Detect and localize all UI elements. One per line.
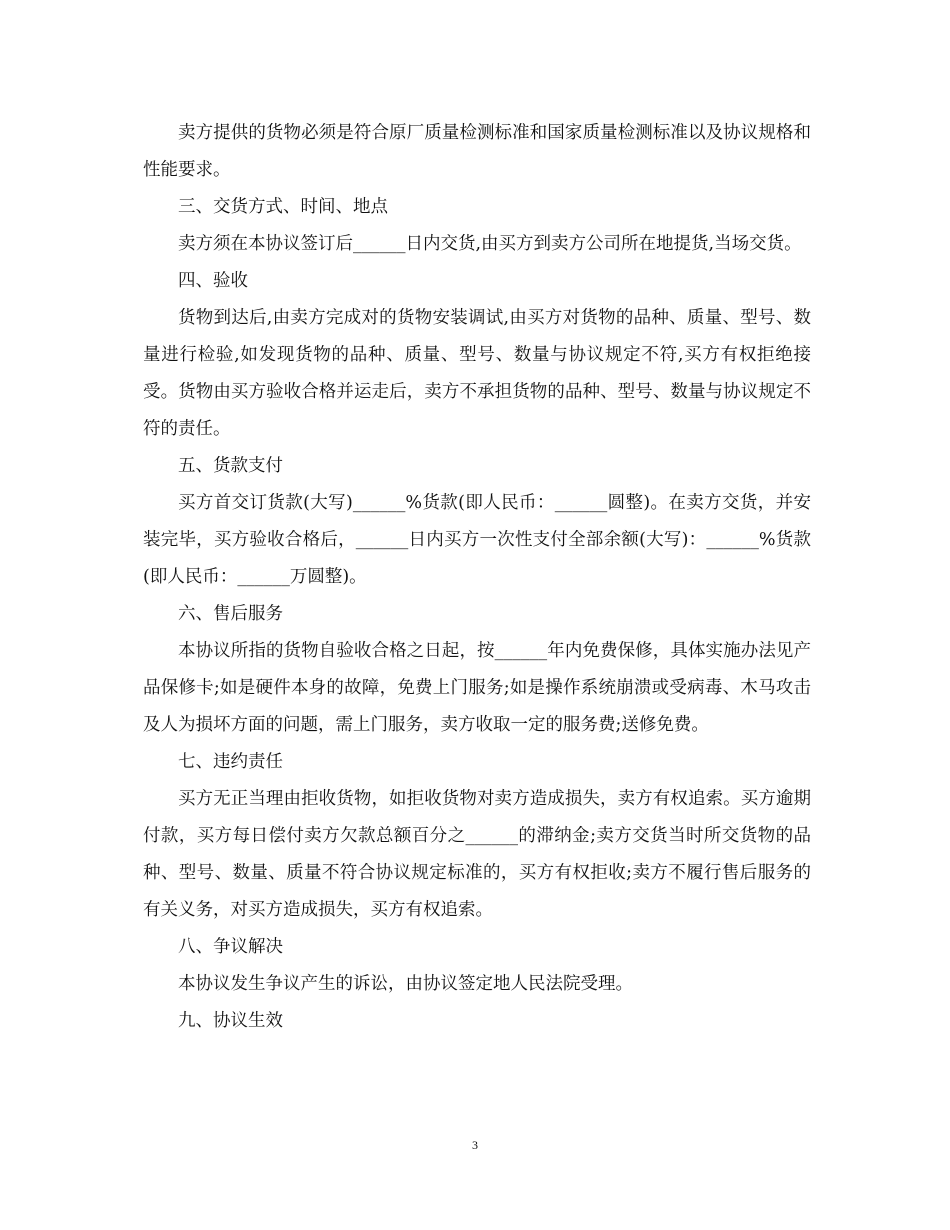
section-heading-acceptance: 四、验收 xyxy=(178,271,248,291)
paragraph-liability: 买方无正当理由拒收货物，如拒收货物对卖方造成损失，卖方有权追索。买方逾期付款，买方每日偿付卖方欠款总额百分之______的滞纳金;卖方交货当时所交货物的品种、型号、数量、质量不符合协议规定标准的，买方有权拒收;卖方不履行售后服务的有关义务，对买方造成损失，买方有权追索。 xyxy=(143,789,811,920)
section-heading-after-sales: 六、售后服务 xyxy=(178,604,283,624)
section-heading-dispute: 八、争议解决 xyxy=(178,937,283,957)
paragraph-payment: 买方首交订货款(大写)______%货款(即人民币：______圆整)。在卖方交货，并安装完毕，买方验收合格后，______日内买方一次性支付全部余额(大写)：______%货款(即人民币：______万圆整)。 xyxy=(143,493,811,587)
page-number: 3 xyxy=(472,1138,478,1152)
document-body xyxy=(143,115,811,1040)
section-heading-liability: 七、违约责任 xyxy=(178,752,283,772)
section-heading-payment: 五、货款支付 xyxy=(178,456,283,476)
paragraph-delivery: 卖方须在本协议签订后______日内交货,由买方到卖方公司所在地提货,当场交货。 xyxy=(178,234,802,254)
paragraph-quality-requirement: 卖方提供的货物必须是符合原厂质量检测标准和国家质量检测标准以及协议规格和性能要求。 xyxy=(143,123,811,180)
section-heading-delivery: 三、交货方式、时间、地点 xyxy=(178,197,388,217)
paragraph-after-sales: 本协议所指的货物自验收合格之日起，按______年内免费保修，具体实施办法见产品保修卡;如是硬件本身的故障，免费上门服务;如是操作系统崩溃或受病毒、木马攻击及人为损坏方面的问题，需上门服务，卖方收取一定的服务费;送修免费。 xyxy=(143,641,811,735)
paragraph-dispute: 本协议发生争议产生的诉讼，由协议签定地人民法院受理。 xyxy=(178,974,633,994)
section-heading-effectiveness: 九、协议生效 xyxy=(178,1011,283,1031)
paragraph-acceptance: 货物到达后,由卖方完成对的货物安装调试,由买方对货物的品种、质量、型号、数量进行检验,如发现货物的品种、质量、型号、数量与协议规定不符,买方有权拒绝接受。货物由买方验收合格并运走后，卖方不承担货物的品种、型号、数量与协议规定不符的责任。 xyxy=(143,308,811,439)
